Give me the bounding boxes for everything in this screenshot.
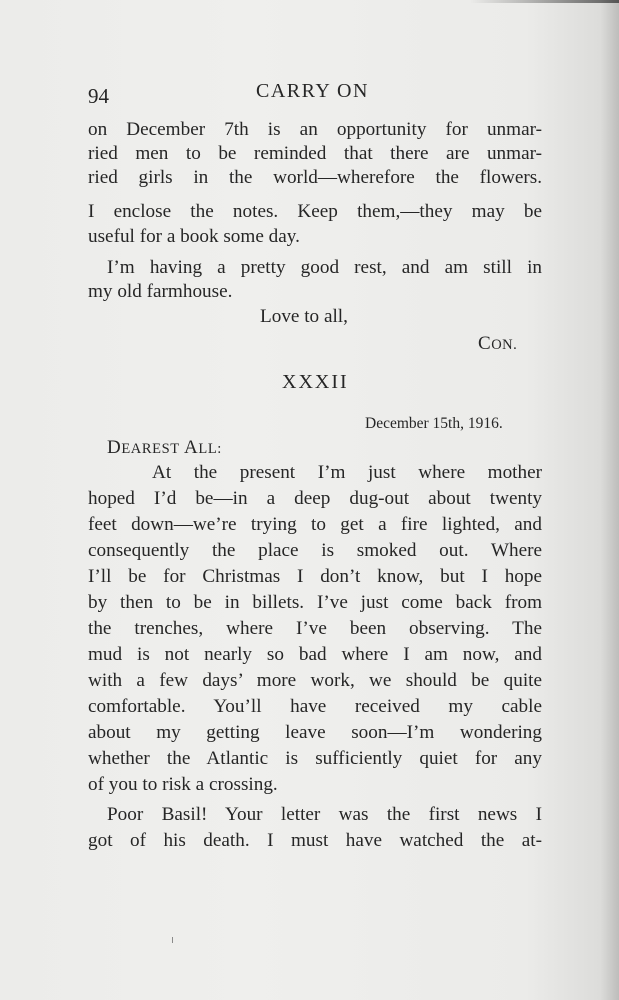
running-head	[88, 80, 548, 110]
text-line: I’m having a pretty good rest, and am still in	[107, 257, 542, 278]
scan-speck	[172, 937, 173, 943]
text-line: got of his death. I must have watched the at-	[88, 830, 542, 851]
text-line: about my getting leave soon—I’m wondering	[88, 722, 542, 743]
text-line: hoped I’d be—in a deep dug-out about twenty	[88, 488, 542, 509]
text-line: Poor Basil! Your letter was the first news I	[107, 804, 542, 825]
text-line: by then to be in billets. I’ve just come back from	[88, 592, 542, 613]
text-line: I’ll be for Christmas I don’t know, but I hope	[88, 566, 542, 587]
text-line: ried men to be reminded that there are unmar-	[88, 143, 542, 164]
text-line: ried girls in the world—wherefore the flowers.	[88, 167, 542, 188]
running-title: CARRY ON	[256, 80, 369, 102]
text-line: mud is not nearly so bad where I am now, and	[88, 644, 542, 665]
text-line: my old farmhouse.	[88, 281, 233, 302]
text-line: of you to risk a crossing.	[88, 774, 278, 795]
text-line: consequently the place is smoked out. Where	[88, 540, 542, 561]
letter-closing: Love to all,	[260, 306, 348, 327]
page-number: 94	[88, 84, 109, 108]
chapter-numeral: XXXII	[282, 371, 349, 393]
text-line: comfortable. You’ll have received my cable	[88, 696, 542, 717]
text-line: on December 7th is an opportunity for unmar-	[88, 119, 542, 140]
text-line: feet down—we’re trying to get a fire lighted, and	[88, 514, 542, 535]
text-line: whether the Atlantic is sufficiently quiet for any	[88, 748, 542, 769]
text-line: the trenches, where I’ve been observing. The	[88, 618, 542, 639]
text-line: with a few days’ more work, we should be quite	[88, 670, 542, 691]
letter-salutation: DEAREST ALL:	[107, 437, 222, 458]
text-line: I enclose the notes. Keep them,—they may be	[88, 201, 542, 222]
text-line: At the present I’m just where mother	[152, 462, 542, 483]
scan-edge-shadow	[470, 0, 619, 3]
letter-date: December 15th, 1916.	[365, 415, 503, 432]
text-line: useful for a book some day.	[88, 226, 300, 247]
letter-signature: CON.	[478, 333, 518, 354]
